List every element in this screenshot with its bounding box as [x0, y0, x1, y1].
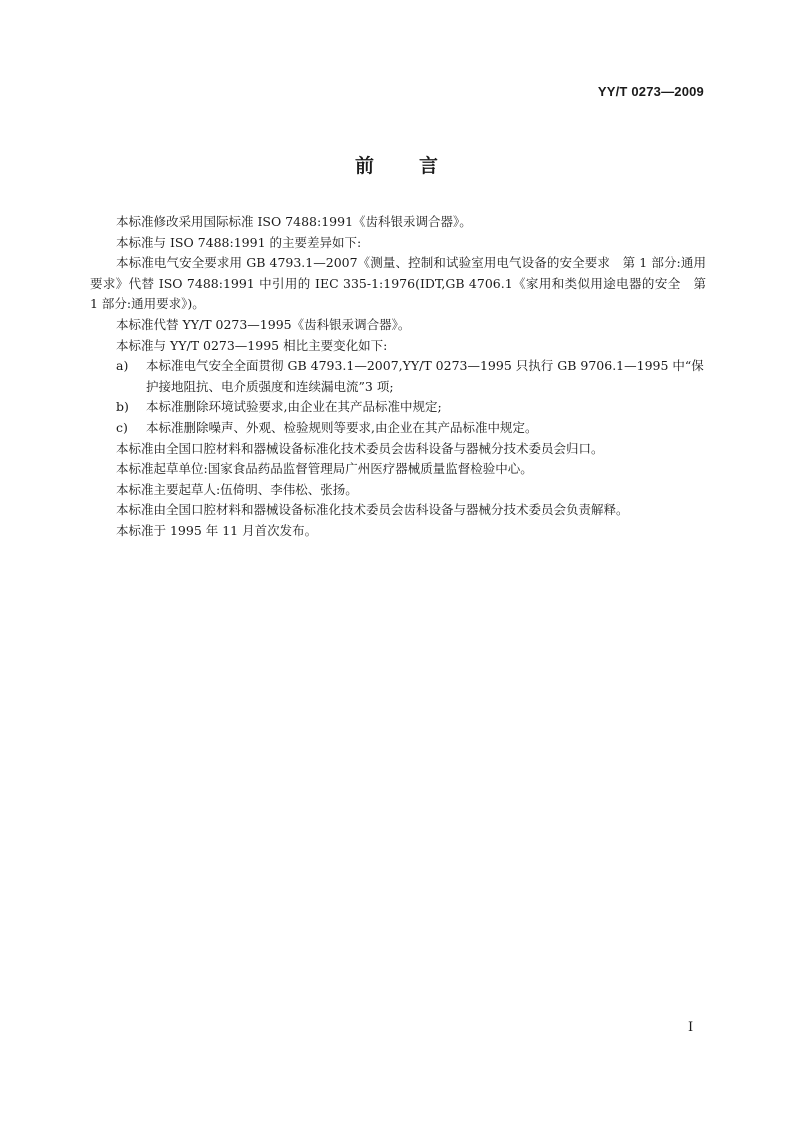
- paragraph-differences-intro: 本标准与 ISO 7488:1991 的主要差异如下:: [116, 234, 362, 250]
- list-item-text: 本标准删除噪声、外观、检验规则等要求,由企业在其产品标准中规定。: [146, 419, 538, 435]
- paragraph-interpretation: 本标准由全国口腔材料和器械设备标准化技术委员会齿科设备与器械分技术委员会负责解释。: [116, 502, 629, 518]
- paragraph-first-release: 本标准于 1995 年 11 月首次发布。: [116, 522, 318, 538]
- list-item-text: 本标准电气安全全面贯彻 GB 4793.1—2007,YY/T 0273—1995 只执行 GB 9706.1—1995 中“保护接地阻抗、电介质强度和连续漏电流”3 项;: [146, 358, 704, 394]
- list-item-change-b: [90, 397, 706, 418]
- paragraph-adoption: 本标准修改采用国际标准 ISO 7488:1991《齿科银汞调合器》。: [116, 214, 472, 229]
- list-item-text: 本标准删除环境试验要求,由企业在其产品标准中规定;: [146, 399, 442, 415]
- paragraph-replaces: 本标准代替 YY/T 0273—1995《齿科银汞调合器》。: [116, 316, 411, 332]
- list-marker: a): [116, 358, 129, 374]
- list-item-change-c: [90, 418, 706, 439]
- list-item-change-a: [90, 356, 706, 397]
- paragraph-electrical-safety: 本标准电气安全要求用 GB 4793.1—2007《测量、控制和试验室用电气设备的安全要求 第 1 部分:通用要求》代替 ISO 7488:1991 中引用的 IEC 335-1:1976(IDT,GB 4706.1《家用和类似用途电器的安全 第 1 部分:通用要求》)。: [90, 255, 706, 312]
- foreword-body: [90, 212, 706, 542]
- paragraph-changes-intro: 本标准与 YY/T 0273—1995 相比主要变化如下:: [116, 337, 388, 353]
- page-number: I: [688, 1020, 694, 1035]
- page-title: [0, 151, 794, 178]
- paragraph-drafting-unit: 本标准起草单位:国家食品药品监督管理局广州医疗器械质量监督检验中心。: [116, 461, 533, 477]
- document-code: YY/T 0273—2009: [597, 84, 704, 99]
- title-char-2: 言: [419, 155, 440, 177]
- paragraph-responsible-committee: 本标准由全国口腔材料和器械设备标准化技术委员会齿科设备与器械分技术委员会归口。: [116, 440, 604, 456]
- paragraph-drafters: 本标准主要起草人:伍倚明、李伟松、张扬。: [116, 481, 358, 497]
- title-char-1: 前: [354, 155, 375, 177]
- list-marker: c): [116, 419, 128, 435]
- list-marker: b): [116, 399, 129, 415]
